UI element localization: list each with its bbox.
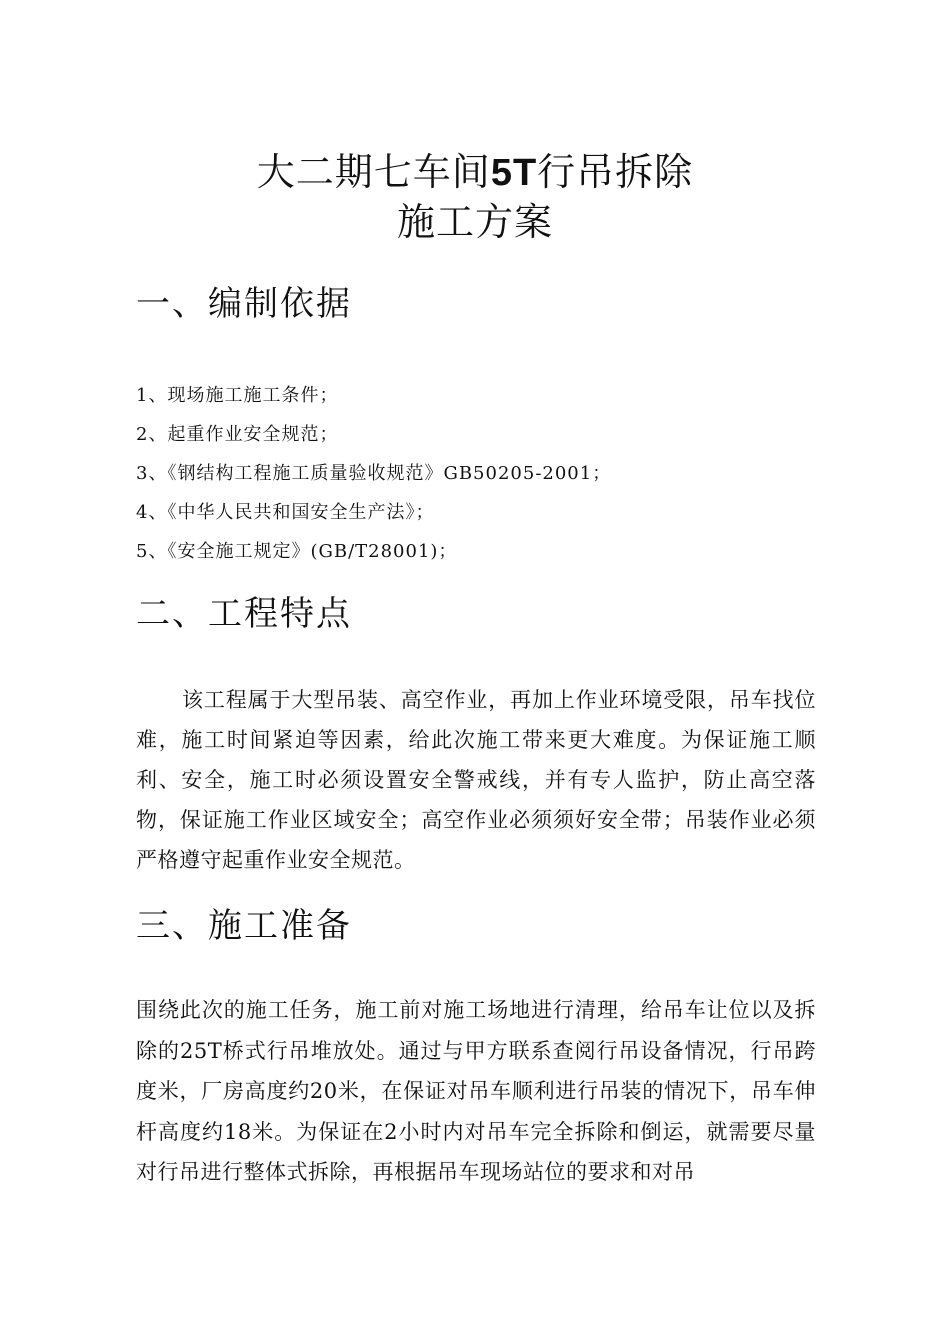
section-2-body — [136, 680, 816, 880]
paragraph: 该工程属于大型吊装、高空作业，再加上作业环境受限，吊车找位难，施工时间紧迫等因素，给此次施工带来更大难度。为保证施工顺利、安全，施工时必须设置安全警戒线，并有专人监护，防止高空落物，保证施工作业区域安全；高空作业必须须好安全带；吊装作业必须严格遵守起重作业安全规范。 — [136, 688, 816, 872]
list-item: 5、《安全施工规定》(GB/T28001)； — [136, 541, 458, 562]
list-item: 4、《中华人民共和国安全生产法》； — [136, 502, 435, 523]
paragraph: 围绕此次的施工任务，施工前对施工场地进行清理，给吊车让位以及拆除的25T桥式行吊堆放处。通过与甲方联系查阅行吊设备情况，行吊跨度米，厂房高度约20米，在保证对吊车顺利进行吊装的情况下，吊车伸杆高度约18米。为保证在2小时内对吊车完全拆除和倒运，就需要尽量对行吊进行整体式拆除，再根据吊车现场站位的要求和对吊 — [136, 998, 816, 1184]
section-heading-3: 三、施工准备 — [136, 906, 352, 946]
list-item: 1、现场施工施工条件； — [136, 385, 339, 406]
document-title — [0, 150, 950, 195]
title-line1-tonnage: 5T — [490, 152, 538, 194]
list-item: 3、《钢结构工程施工质量验收规范》GB50205-2001； — [136, 463, 612, 484]
list-item: 2、起重作业安全规范； — [136, 424, 339, 445]
section-3-body — [136, 990, 816, 1193]
section-heading-1: 一、编制依据 — [136, 284, 352, 324]
title-line1-part2: 行吊拆除 — [537, 150, 694, 194]
document-subtitle: 施工方案 — [396, 200, 553, 244]
section-heading-2: 二、工程特点 — [136, 594, 352, 634]
title-line1-part1: 大二期七车间 — [256, 150, 491, 194]
